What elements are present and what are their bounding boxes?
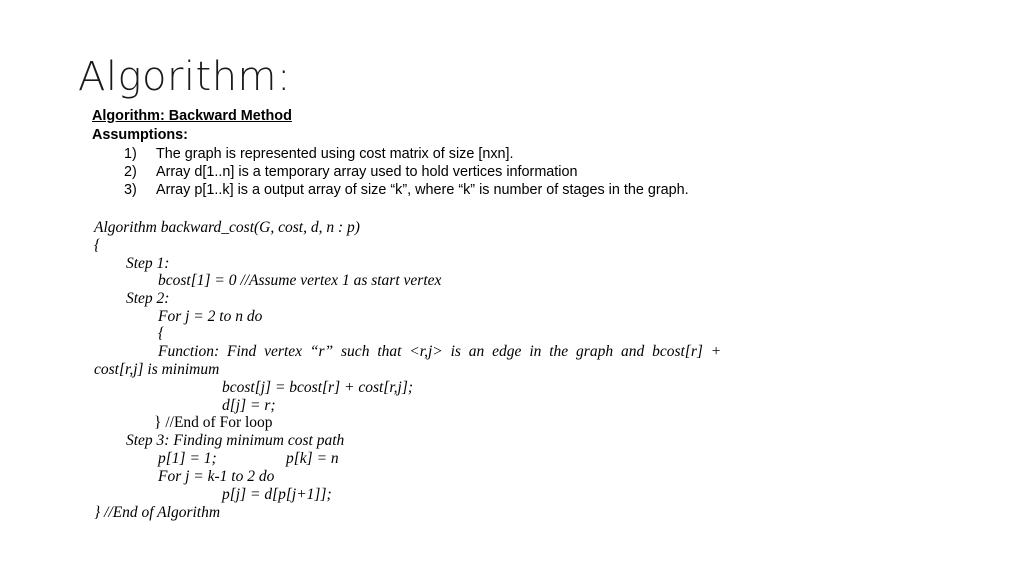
end-for-brace: }	[154, 414, 162, 431]
list-item-number: 1)	[124, 146, 137, 162]
document-heading: Algorithm: Backward Method	[92, 108, 292, 124]
list-item-text: Array d[1..n] is a temporary array used to hold vertices information	[156, 164, 578, 180]
list-item-text: The graph is represented using cost matrix of size [nxn].	[156, 146, 514, 162]
end-algorithm-line	[94, 504, 220, 522]
algorithm-signature: Algorithm backward_cost(G, cost, d, n : p)	[94, 219, 360, 236]
step-3-line: Step 3: Finding minimum cost path	[126, 432, 345, 449]
end-algorithm-comment: //End of Algorithm	[104, 504, 221, 521]
bcost-update-line: bcost[j] = bcost[r] + cost[r,j];	[222, 379, 414, 396]
end-for-comment: //End of For loop	[165, 414, 273, 431]
end-for-line	[154, 414, 273, 432]
function-continuation: cost[r,j] is minimum	[94, 361, 220, 378]
for-loop-line: For j = 2 to n do	[158, 308, 263, 325]
inner-open-brace: {	[158, 325, 165, 342]
list-item-number: 2)	[124, 164, 137, 180]
p-assign-line: p[j] = d[p[j+1]];	[222, 486, 332, 503]
list-item-number: 3)	[124, 182, 137, 198]
pk-assign: p[k] = n	[286, 450, 339, 467]
d-assign-line: d[j] = r;	[222, 397, 276, 414]
end-brace: }	[94, 504, 101, 521]
step-1-label: Step 1:	[126, 255, 170, 272]
assumptions-label: Assumptions:	[92, 127, 188, 143]
function-line: Function: Find vertex “r” such that <r,j> is an edge in the graph and bcost[r] +	[158, 343, 722, 360]
p1-assign: p[1] = 1;	[158, 450, 217, 467]
slide-title: Algorithm:	[78, 57, 291, 100]
step-2-label: Step 2:	[126, 290, 170, 307]
bcost-init-line: bcost[1] = 0 //Assume vertex 1 as start vertex	[158, 272, 442, 289]
open-brace: {	[94, 237, 101, 254]
list-item-text: Array p[1..k] is a output array of size “k”, where “k” is number of stages in the graph.	[156, 182, 689, 198]
for-back-line: For j = k-1 to 2 do	[158, 468, 275, 485]
